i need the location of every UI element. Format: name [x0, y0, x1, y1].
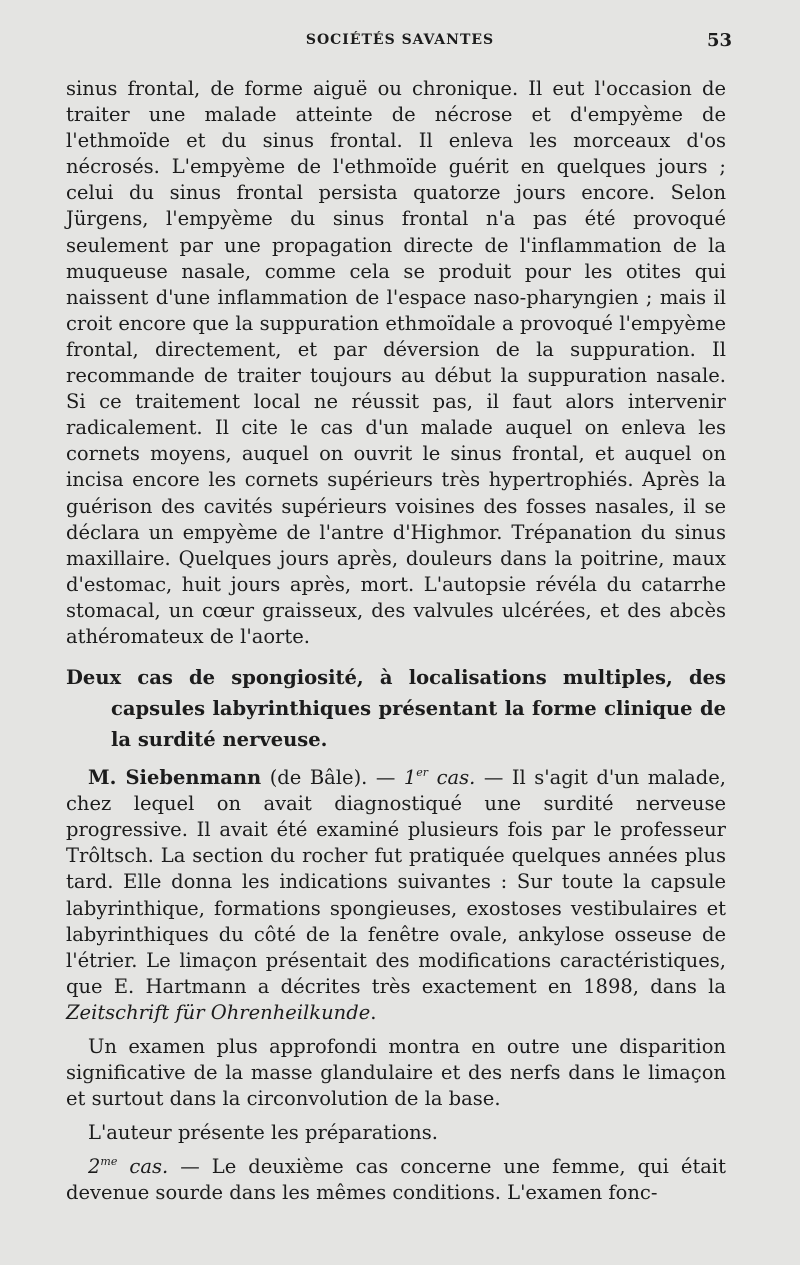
case-1-paragraph	[66, 765, 726, 1026]
running-head: SOCIÉTÉS SAVANTES	[305, 32, 495, 48]
case-1-end: .	[370, 1000, 377, 1024]
case-1-ordinal: 1	[403, 766, 417, 790]
case-2-ordinal-sup: me	[100, 1155, 118, 1169]
author-name: M. Siebenmann	[88, 766, 262, 790]
exam-paragraph: Un examen plus approfondi montra en outre une disparition significative de la masse glandulaire et des nerfs dans le limaçon et surtout dans la circonvolution de la base.	[66, 1035, 726, 1111]
page-body	[66, 76, 726, 1207]
page-number: 53	[706, 30, 732, 51]
case-1-ordinal-sup: er	[416, 766, 429, 780]
section-title: Deux cas de spongiosité, à localisations multiples, des capsules labyrinthiques présentant la forme clinique de la surdité nerveuse.	[66, 666, 726, 752]
author-origin: (de Bâle). —	[261, 766, 404, 790]
page-header	[0, 32, 800, 56]
journal-title: Zeitschrift für Ohrenheilkunde	[66, 1000, 371, 1024]
body-paragraph: sinus frontal, de forme aiguë ou chronique. Il eut l'occasion de traiter une malade atteinte de nécrose et d'empyème de l'ethmoïde et du sinus frontal. Il enleva les morceaux d'os nécrosés. L'empyème de l'ethmoïde guérit en quelques jours ; celui du sinus frontal persista quatorze jours encore. Selon Jürgens, l'empyème du sinus frontal n'a pas été provoqué seulement par une propagation directe de l'inflammation de la muqueuse nasale, comme cela se produit pour les otites qui naissent d'une inflammation de l'espace naso-pharyngien ; mais il croit encore que la suppuration ethmoïdale a provoqué l'empyème frontal, directement, et par déversion de la suppuration. Il recommande de traiter toujours au début la suppuration nasale. Si ce traitement local ne réussit pas, il faut alors intervenir radicalement. Il cite le cas d'un malade auquel on enleva les cornets moyens, auquel on ouvrit le sinus frontal, et auquel on incisa encore les cornets supérieurs très hypertrophiés. Après la guérison des cavités supérieurs voisines des fosses nasales, il se déclara un empyème de l'antre d'Highmor. Trépanation du sinus maxillaire. Quelques jours après, douleurs dans la poitrine, maux d'estomac, huit jours après, mort. L'autopsie révéla du catarrhe stomacal, un cœur graisseux, des valvules ulcérées, et des abcès athéromateux de l'aorte.	[66, 77, 726, 648]
case-1-text: — Il s'agit d'un malade, chez lequel on avait diagnostiqué une surdité nerveuse progressive. Il avait été examiné plusieurs fois par le professeur Trôltsch. La section du rocher fut pratiquée quelques années plus tard. Elle donna les indications suivantes : Sur toute la capsule labyrinthique, formations spongieuses, exostoses vestibulaires et labyrinthiques du côté de la fenêtre ovale, ankylose osseuse de l'étrier. Le limaçon présentait des modifications caractéristiques, que E. Hartmann a décrites très exactement en 1898, dans la	[66, 766, 726, 998]
case-2-label: cas.	[117, 1155, 169, 1179]
preparations-paragraph: L'auteur présente les préparations.	[88, 1121, 438, 1145]
case-1-label: cas.	[428, 766, 476, 790]
case-2-ordinal: 2	[88, 1155, 101, 1179]
case-2-paragraph	[66, 1154, 726, 1206]
case-2-text: — Le deuxième cas concerne une femme, qui était devenue sourde dans les mêmes conditions. L'examen fonc-	[66, 1155, 727, 1205]
